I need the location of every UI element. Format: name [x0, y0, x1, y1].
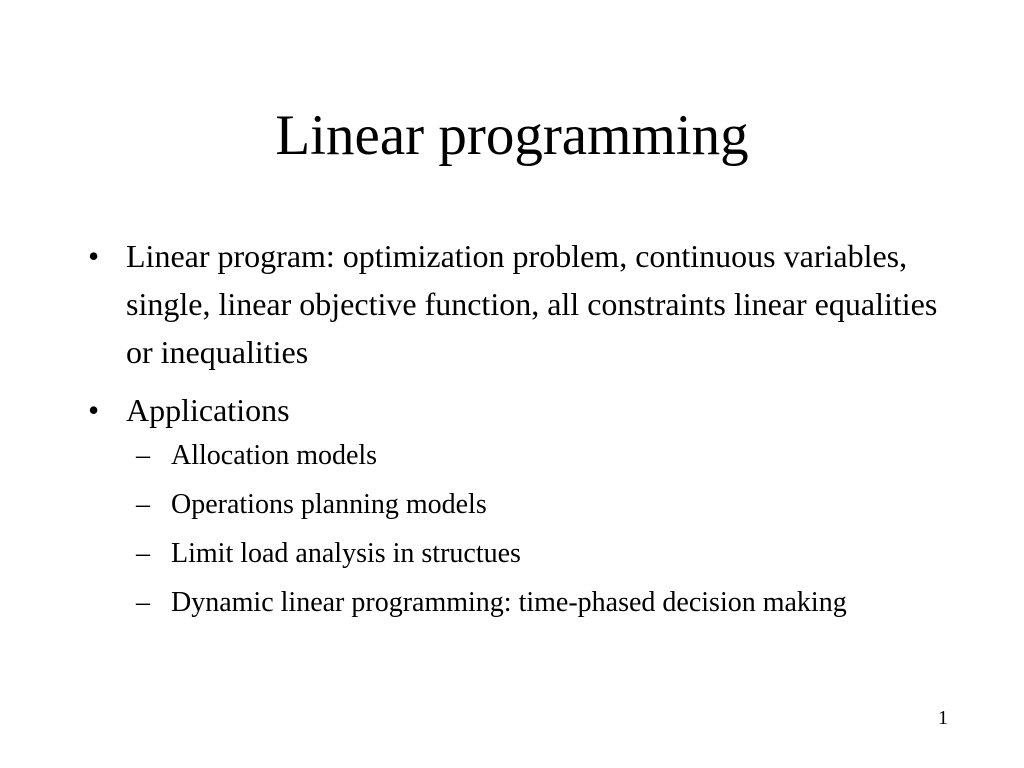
sub-bullet-marker: – [136, 538, 150, 569]
bullet-marker: • [88, 392, 100, 428]
sub-bullet-text: Dynamic linear programming: time-phased decision making [171, 587, 847, 618]
sub-bullet-item [0, 436, 891, 476]
sub-bullet-text: Allocation models [171, 440, 378, 471]
sub-bullet-item [0, 583, 891, 623]
sub-bullet-marker: – [136, 587, 150, 618]
slide-title: Linear programming [275, 104, 749, 167]
slide-body [0, 232, 1024, 632]
bullet-item-applications [0, 386, 946, 434]
bullet-item-linear-program [0, 232, 946, 376]
applications-sub-list [0, 436, 1024, 623]
bullet-text: Applications [126, 392, 290, 428]
sub-bullet-marker: – [136, 440, 150, 471]
bullet-text: Linear program: optimization problem, continuous variables, single, linear objective function, all constraints linear equalities or inequalities [126, 238, 938, 370]
page-number: 1 [938, 707, 948, 729]
sub-bullet-item [0, 485, 891, 525]
sub-bullet-item [0, 534, 891, 574]
sub-bullet-text: Operations planning models [171, 489, 487, 520]
sub-bullet-marker: – [136, 489, 150, 520]
bullet-marker: • [88, 238, 100, 274]
sub-bullet-text: Limit load analysis in structues [171, 538, 521, 569]
